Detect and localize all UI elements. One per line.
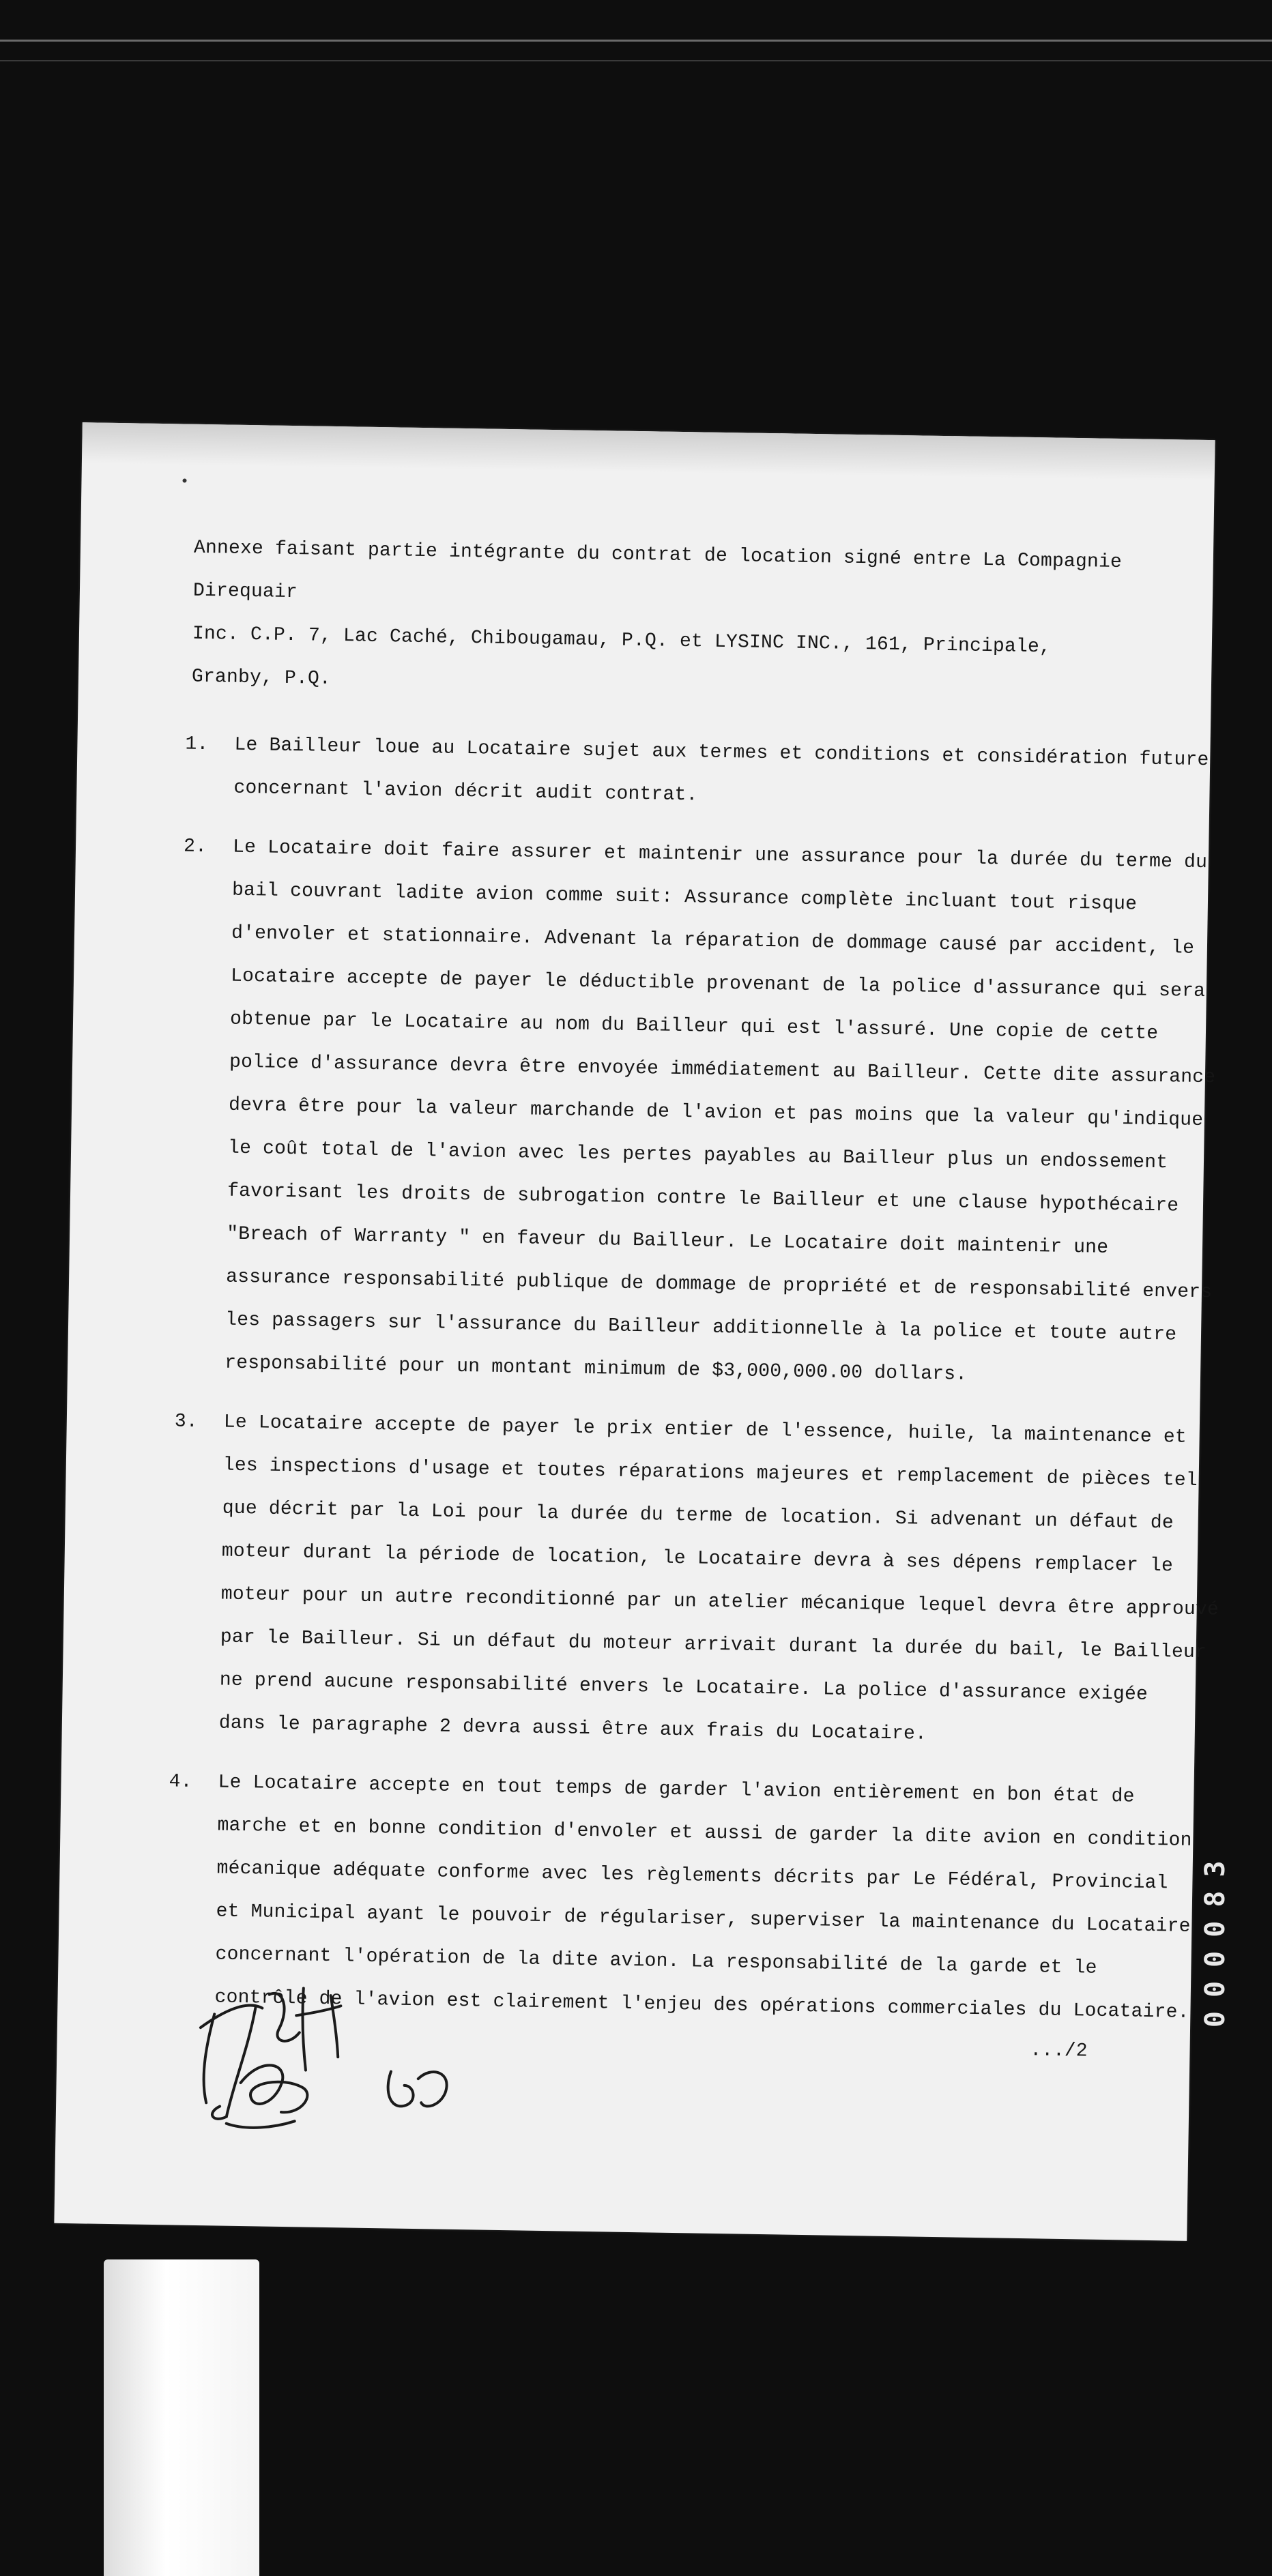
clause-line: assurance responsabilité publique de dommage de propriété et de responsabilité envers	[225, 1266, 1213, 1304]
intro-line: Inc. C.P. 7, Lac Caché, Chibougamau, P.Q. et LYSINC INC., 161, Principale, Granby, P.Q.	[191, 623, 1052, 690]
clause-line: que décrit par la Loi pour la durée du terme de location. Si advenant un défaut de	[222, 1497, 1174, 1534]
film-edge-top-inner	[0, 60, 1272, 61]
microfilm-frame-number: 000083	[1200, 1847, 1231, 2028]
next-sheet-edge	[104, 2259, 259, 2576]
clause-line: "Breach of Warranty " en faveur du Bailleur. Le Locataire doit maintenir une	[226, 1223, 1109, 1259]
clause-line: marche et en bonne condition d'envoler et aussi de garder la dite avion en condition	[217, 1815, 1192, 1852]
page-continuation-marker: .../2	[1030, 2040, 1088, 2062]
clause-line: moteur durant la période de location, le Locataire devra à ses dépens remplacer le	[221, 1540, 1174, 1577]
clause-line: favorisant les droits de subrogation contre le Bailleur et une clause hypothécaire	[227, 1180, 1179, 1217]
clause-line: bail couvrant ladite avion comme suit: Assurance complète incluant tout risque	[231, 879, 1138, 916]
clause-line: moteur pour un autre reconditionné par un atelier mécanique lequel devra être approuvé	[220, 1583, 1219, 1621]
clause-line: dans le paragraphe 2 devra aussi être aux frais du Locataire.	[218, 1712, 927, 1745]
clause-line: Le Locataire accepte en tout temps de garder l'avion entièrement en bon état de	[218, 1772, 1135, 1808]
film-edge-top	[0, 40, 1272, 42]
clause-line: Locataire accepte de payer le déductible provenant de la police d'assurance qui sera	[230, 965, 1206, 1003]
clause-number: 1.	[185, 733, 209, 756]
clause-1	[151, 722, 1209, 824]
clause-line: Le Bailleur loue au Locataire sujet aux termes et conditions et considération future	[234, 734, 1209, 772]
clause-line: concernant l'opération de la dite avion. La responsabilité de la garde et le	[215, 1944, 1097, 1979]
clause-number: 4.	[169, 1771, 192, 1793]
annex-intro	[192, 527, 1139, 714]
handwritten-initials	[186, 1966, 475, 2135]
clause-line: devra être pour la valeur marchande de l'avion et pas moins que la valeur qu'indique	[228, 1094, 1204, 1132]
clause-line: les inspections d'usage et toutes réparations majeures et remplacement de pièces tel	[222, 1454, 1198, 1491]
clause-line: responsabilité pour un montant minimum de $3,000,000.00 dollars.	[224, 1352, 968, 1386]
clause-line: contrôle de l'avion est clairement l'enjeu des opérations commerciales du Locataire.	[214, 1987, 1189, 2023]
clause-line: les passagers sur l'assurance du Bailleur additionnelle à la police et toute autre	[225, 1309, 1177, 1346]
intro-line: Annexe faisant partie intégrante du contrat de location signé entre La Compagnie Direquair	[192, 537, 1123, 604]
clause-number: 3.	[174, 1411, 199, 1433]
clause-line: police d'assurance devra être envoyée immédiatement au Bailleur. Cette dite assurance	[229, 1051, 1216, 1089]
clause-number: 2.	[183, 836, 207, 858]
clause-line: et Municipal ayant le pouvoir de régulariser, superviser la maintenance du Locataire	[216, 1901, 1191, 1937]
clause-line: Le Locataire accepte de payer le prix entier de l'essence, huile, la maintenance et	[223, 1411, 1187, 1448]
clause-line: obtenue par le Locataire au nom du Bailleur qui est l'assuré. Une copie de cette	[229, 1008, 1159, 1044]
clause-line: d'envoler et stationnaire. Advenant la réparation de dommage causé par accident, le	[231, 922, 1195, 959]
clause-line: par le Bailleur. Si un défaut du moteur arrivait durant la durée du bail, le Bailleur	[220, 1626, 1207, 1664]
clause-line: mécanique adéquate conforme avec les règlements décrits par Le Fédéral, Provincial	[216, 1858, 1168, 1894]
clause-line: Le Locataire doit faire assurer et maintenir une assurance pour la durée du terme du	[232, 836, 1208, 874]
clause-line: le coût total de l'avion avec les pertes payables au Bailleur plus un endossement	[227, 1137, 1168, 1174]
clause-line: concernant l'avion décrit audit contrat.	[233, 777, 698, 806]
clause-3	[136, 1400, 1219, 1759]
clause-2	[143, 825, 1216, 1399]
clause-line: ne prend aucune responsabilité envers le Locataire. La police d'assurance exigée	[219, 1669, 1148, 1706]
punch-dot	[182, 478, 186, 482]
